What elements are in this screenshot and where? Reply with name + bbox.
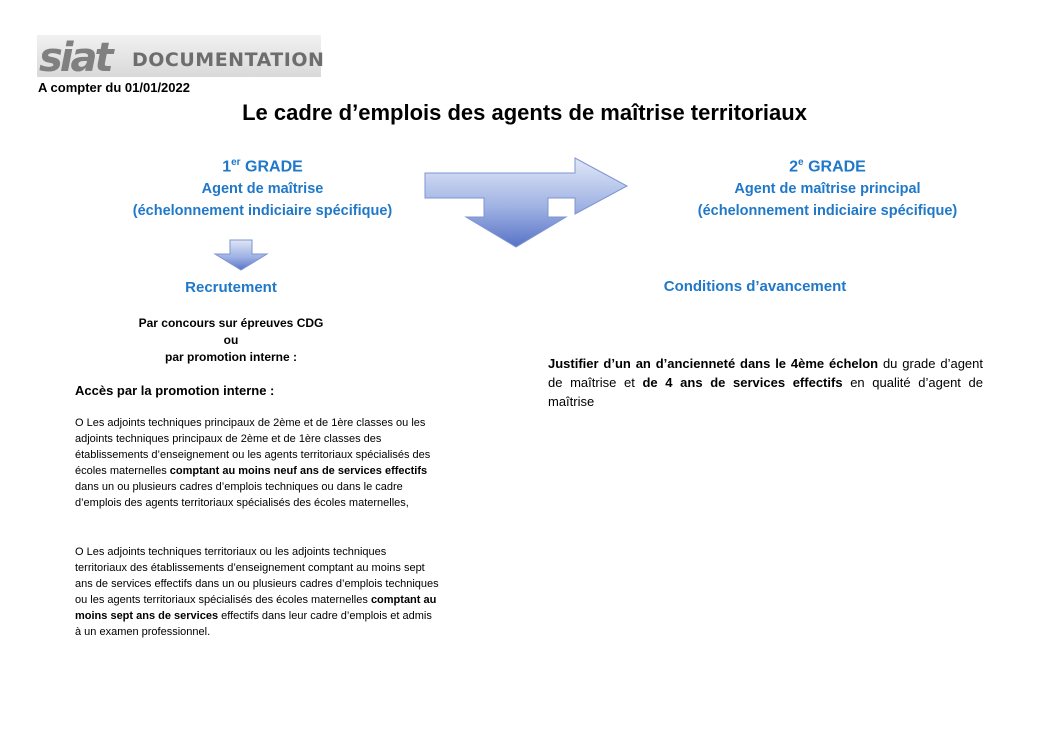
siat-documentation-logo bbox=[37, 35, 325, 81]
recrutement-heading: Recrutement bbox=[185, 279, 277, 296]
promotion-heading: Accès par la promotion interne : bbox=[75, 383, 275, 398]
down-arrow-icon bbox=[213, 239, 269, 272]
recrutement-modes bbox=[90, 315, 372, 366]
grade1-scale: (échelonnement indiciaire spécifique) bbox=[132, 203, 393, 220]
logo-word: DOCUMENTATION bbox=[132, 49, 325, 71]
promotion-paragraph-1: O Les adjoints techniques principaux de 2ème et de 1ère classes ou les adjoints techniques principaux de 2ème et de 1ère classes des établissements d’enseignement ou les agents territoriaux spécialisés des écoles maternelles comptant au moins neuf ans de services effectifs dans un ou plusieurs cadres d’emplois techniques ou dans le cadre d’emplois des agents territoriaux spécialisés des écoles maternelles, bbox=[75, 417, 431, 509]
effective-date: A compter du 01/01/2022 bbox=[38, 80, 190, 95]
logo-mark: siat bbox=[39, 35, 111, 81]
concours-line: Par concours sur épreuves CDG bbox=[138, 316, 324, 330]
avancement-conditions: Justifier d’un an d’ancienneté dans le 4ème échelon du grade d’agent de maîtrise et de 4 ans de services effectifs en qualité d’agent de maîtrise bbox=[548, 356, 984, 409]
avancement-heading: Conditions d’avancement bbox=[663, 278, 847, 295]
page-title: Le cadre d’emplois des agents de maîtrise territoriaux bbox=[242, 100, 807, 125]
grade1-name: Agent de maîtrise bbox=[201, 181, 324, 198]
grade2-scale: (échelonnement indiciaire spécifique) bbox=[697, 203, 958, 220]
grade2-name: Agent de maîtrise principal bbox=[734, 181, 921, 198]
advancement-arrow-icon bbox=[420, 155, 635, 250]
grade2-title: 2e GRADE bbox=[789, 157, 866, 176]
promotion-paragraph-2: O Les adjoints techniques territoriaux ou les adjoints techniques territoriaux des établissements d’enseignement comptant au moins sept ans de services effectifs dans un ou plusieurs cadres d’emplois techniques ou les agents territoriaux spécialisés des écoles maternelles comptant au moins sept ans de services effectifs dans leur cadre d’emplois et admis à un examen professionnel. bbox=[75, 546, 439, 638]
or-line: ou bbox=[223, 333, 239, 347]
grade2-block bbox=[655, 152, 1000, 222]
grade1-title: 1er GRADE bbox=[222, 157, 303, 176]
promotion-line: par promotion interne : bbox=[165, 350, 297, 364]
grade1-block bbox=[90, 152, 435, 222]
